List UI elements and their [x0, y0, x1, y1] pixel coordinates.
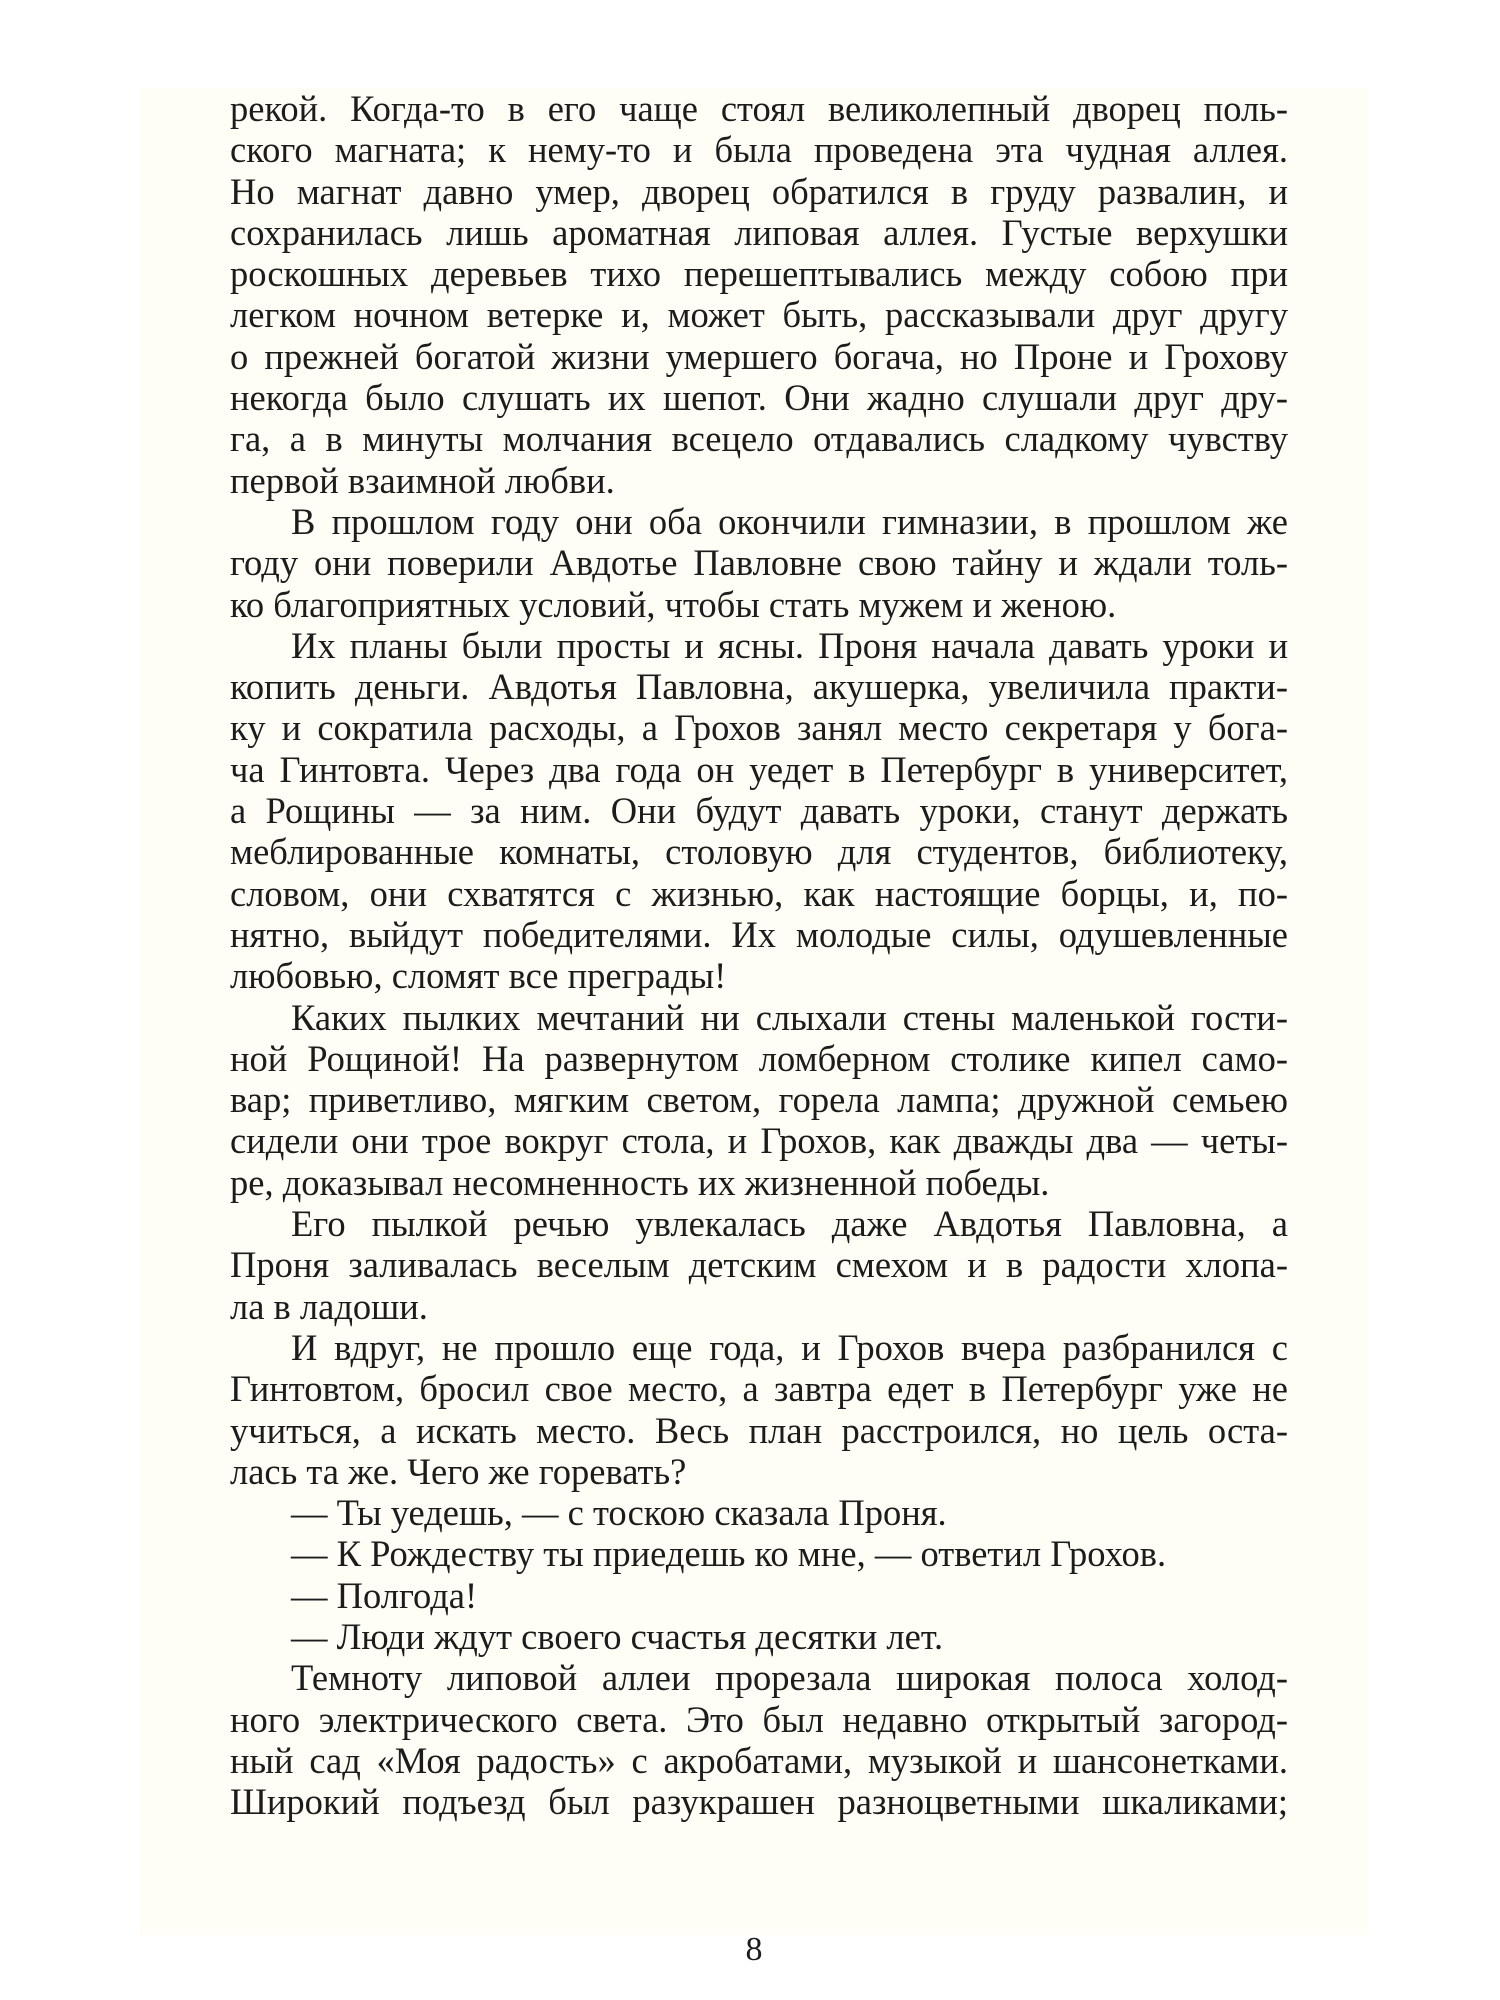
text-line: — Полгода! — [291, 1574, 478, 1616]
text-line: ского магната; к нему-то и была проведена эта чудная аллея. — [230, 129, 1288, 171]
text-line: ла в ладоши. — [230, 1285, 428, 1327]
text-line: ча Гинтовта. Через два года он уедет в Петербург в университет, — [230, 748, 1288, 790]
text-line: — Люди ждут своего счастья десятки лет. — [291, 1615, 944, 1657]
text-line: году они поверили Авдотье Павловне свою тайну и ждали толь- — [230, 542, 1288, 584]
page-text — [230, 88, 1288, 1822]
text-line: И вдруг, не прошло еще года, и Грохов вчера разбранился с — [291, 1326, 1288, 1368]
text-line: Каких пылких мечтаний ни слыхали стены маленькой гости- — [291, 996, 1288, 1038]
text-line: Гинтовтом, бросил свое место, а завтра едет в Петербург уже не — [230, 1368, 1288, 1410]
text-line: Широкий подъезд был разукрашен разноцветными шкаликами; — [230, 1781, 1288, 1823]
text-line: легком ночном ветерке и, может быть, рассказывали друг другу — [230, 294, 1288, 336]
text-line: — Ты уедешь, — с тоскою сказала Проня. — [291, 1492, 947, 1534]
text-line: вар; приветливо, мягким светом, горела лампа; дружной семьею — [230, 1079, 1288, 1121]
text-line: ного электрического света. Это был недавно открытый загород- — [230, 1698, 1288, 1740]
text-line: ре, доказывал несомненность их жизненной победы. — [230, 1161, 1050, 1203]
text-line: а Рощины — за ним. Они будут давать уроки, станут держать — [230, 790, 1288, 832]
text-line: рекой. Когда-то в его чаще стоял великолепный дворец поль- — [230, 88, 1288, 129]
text-line: роскошных деревьев тихо перешептывались между собою при — [230, 253, 1288, 295]
text-line: В прошлом году они оба окончили гимназии, в прошлом же — [291, 500, 1288, 542]
text-line: Темноту липовой аллеи прорезала широкая полоса холод- — [291, 1657, 1288, 1699]
page-number: 8 — [745, 1931, 763, 1968]
text-line: лась та же. Чего же горевать? — [230, 1450, 687, 1492]
text-line: Их планы были просты и ясны. Проня начала давать уроки и — [291, 624, 1288, 666]
text-line: первой взаимной любви. — [230, 459, 615, 501]
text-line: ной Рощиной! На развернутом ломберном столике кипел само- — [230, 1037, 1288, 1079]
text-line: ко благоприятных условий, чтобы стать мужем и женою. — [230, 583, 1117, 625]
text-line: ный сад «Моя радость» с акробатами, музыкой и шансонетками. — [230, 1739, 1288, 1781]
text-line: га, а в минуты молчания всецело отдавались сладкому чувству — [230, 418, 1288, 460]
text-line: копить деньги. Авдотья Павловна, акушерка, увеличила практи- — [230, 666, 1288, 708]
text-line: нятно, выйдут победителями. Их молодые силы, одушевленные — [230, 913, 1288, 955]
text-line: о прежней богатой жизни умершего богача, но Проне и Грохову — [230, 335, 1288, 377]
text-line: Его пылкой речью увлекалась даже Авдотья Павловна, а — [291, 1203, 1288, 1245]
text-line: меблированные комнаты, столовую для студентов, библиотеку, — [230, 831, 1288, 873]
text-line: ку и сократила расходы, а Грохов занял место секретаря у бога- — [230, 707, 1288, 749]
text-line: Проня заливалась веселым детским смехом и в радости хлопа- — [230, 1244, 1288, 1286]
text-line: сидели они трое вокруг стола, и Грохов, как дважды два — четы- — [230, 1120, 1288, 1162]
book-page — [140, 88, 1368, 1968]
text-line: учиться, а искать место. Весь план расстроился, но цель оста- — [230, 1409, 1288, 1451]
text-line: любовью, сломят все преграды! — [230, 955, 727, 997]
text-line: словом, они схватятся с жизнью, как настоящие борцы, и, по- — [230, 872, 1288, 914]
text-line: некогда было слушать их шепот. Они жадно слушали друг дру- — [230, 377, 1288, 419]
text-line: Но магнат давно умер, дворец обратился в груду развалин, и — [230, 170, 1288, 212]
text-line: сохранилась лишь ароматная липовая аллея. Густые верхушки — [230, 211, 1288, 253]
text-line: — К Рождеству ты приедешь ко мне, — ответил Грохов. — [291, 1533, 1167, 1575]
